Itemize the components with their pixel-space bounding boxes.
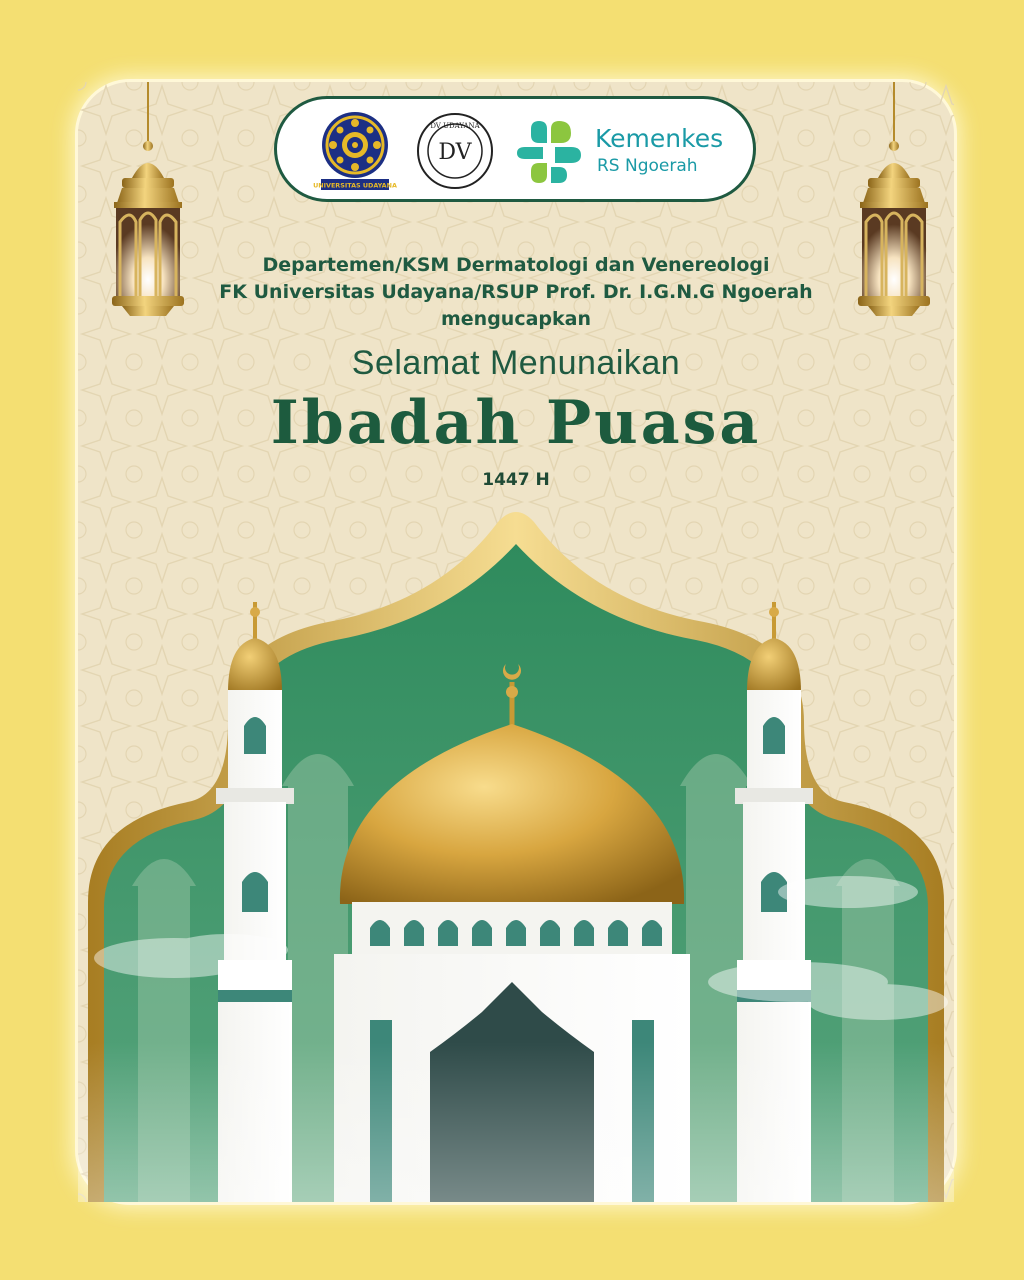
dv-monogram: DV [438,140,472,165]
department-line-2: FK Universitas Udayana/RSUP Prof. Dr. I.G.N.G Ngoerah [219,281,813,303]
page-title: Ibadah Puasa [270,388,762,458]
hijri-year: 1447 H [482,470,550,490]
greeting-text: Selamat Menunaikan [351,344,681,382]
greeting-card [78,82,954,1202]
udayana-logo-label: UNIVERSITAS UDAYANA [313,181,397,190]
department-line-1: Departemen/KSM Dermatologi dan Venereologi [262,254,770,276]
kemenkes-name: Kemenkes [595,124,724,153]
dv-ring-text: DV UDAYANA [430,122,480,130]
mosque-illustration [78,82,954,1202]
kemenkes-sub: RS Ngoerah [597,156,698,176]
department-line-3: mengucapkan [440,308,591,330]
